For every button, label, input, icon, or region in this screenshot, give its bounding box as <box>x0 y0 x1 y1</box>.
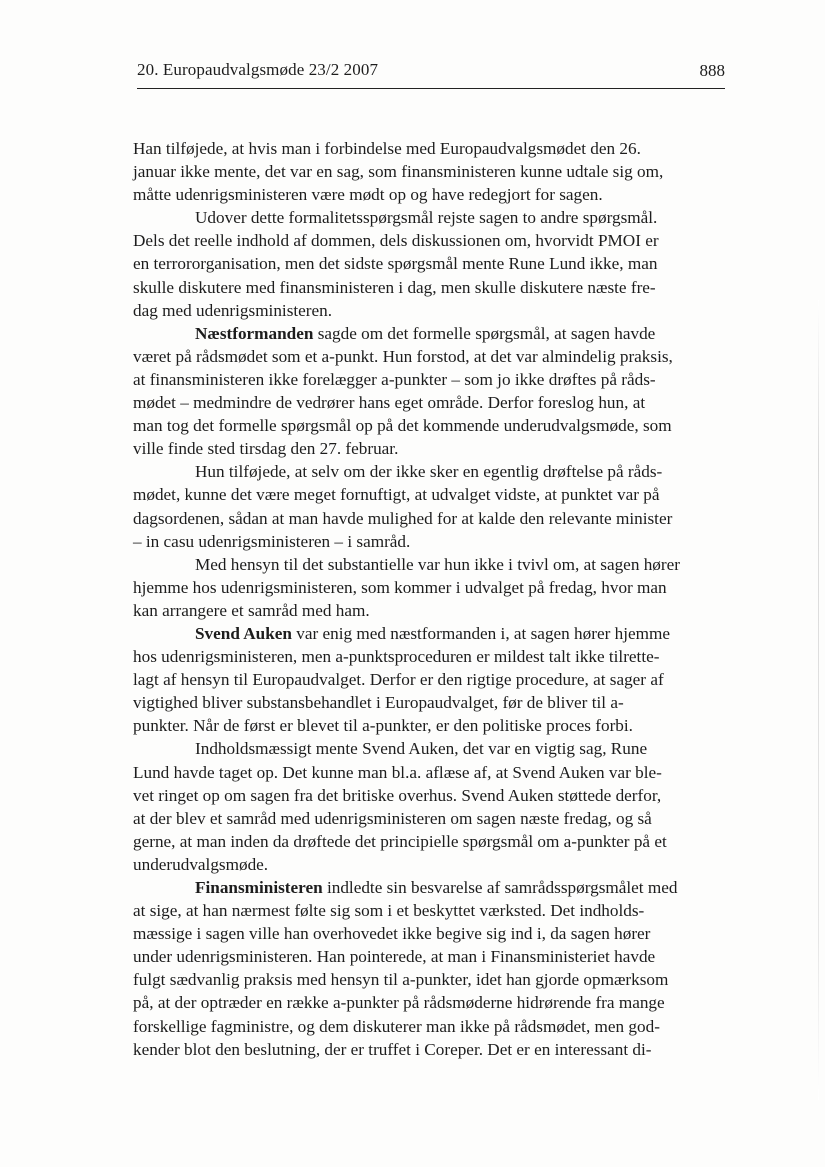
text-line: Dels det reelle indhold af dommen, dels diskussionen om, hvorvidt PMOI er <box>133 231 659 251</box>
text-line: Han tilføjede, at hvis man i forbindelse med Europaudvalgsmødet den 26. <box>133 139 641 158</box>
text-line: gerne, at man inden da drøftede det principielle spørgsmål om a-punkter på et <box>133 831 667 851</box>
header-title: 20. Europaudvalgsmøde 23/2 2007 <box>137 60 379 79</box>
text-line: januar ikke mente, det var en sag, som finansministeren kunne udtale sig om, <box>133 162 664 182</box>
text-line: underudvalgsmøde. <box>133 854 269 874</box>
text-line: at der blev et samråd med udenrigsministeren om sagen næste fredag, og så <box>133 808 652 828</box>
paragraph-start-line: Svend Auken var enig med næstformanden i, at sagen hører hjemme <box>195 623 670 643</box>
paragraph-start-line: Indholdsmæssigt mente Svend Auken, det var en vigtig sag, Rune <box>195 739 648 759</box>
text-line: – in casu udenrigsministeren – i samråd. <box>133 531 411 551</box>
text-line: fulgt sædvanlig praksis med hensyn til a-punkter, idet han gjorde opmærksom <box>133 970 669 990</box>
text-line: kan arrangere et samråd med ham. <box>133 600 370 620</box>
text-line: mødet, kunne det være meget fornuftigt, at udvalget vidste, at punktet var på <box>133 485 660 505</box>
paragraph-start-line: Hun tilføjede, at selv om der ikke sker en egentlig drøftelse på råds- <box>195 462 663 482</box>
text-line: dagsordenen, sådan at man havde mulighed for at kalde den relevante minister <box>133 508 673 528</box>
text-line: at sige, at han nærmest følte sig som i et beskyttet værksted. Det indholds- <box>133 901 645 921</box>
paragraph-start-line: Næstformanden sagde om det formelle spørgsmål, at sagen havde <box>195 323 656 343</box>
text-line: måtte udenrigsministeren være mødt op og have redegjort for sagen. <box>133 185 603 205</box>
text-line: lagt af hensyn til Europaudvalget. Derfor er den rigtige procedure, at sager af <box>133 670 664 690</box>
text-line: under udenrigsministeren. Han pointerede, at man i Finansministeriet havde <box>133 947 656 967</box>
text-line: mødet – medmindre de vedrører hans eget område. Derfor foreslog hun, at <box>133 393 646 413</box>
text-line: kender blot den beslutning, der er truffet i Coreper. Det er en interessant di- <box>133 1039 652 1059</box>
paragraph-start-line: Finansministeren indledte sin besvarelse af samrådsspørgsmålet med <box>195 878 678 897</box>
scan-edge-line <box>818 300 819 1100</box>
text-line: Lund havde taget op. Det kunne man bl.a. aflæse af, at Svend Auken var ble- <box>133 762 662 782</box>
paragraph-start-line: Med hensyn til det substantielle var hun ikke i tvivl om, at sagen hører <box>195 554 680 574</box>
page-number: 888 <box>699 61 725 80</box>
text-line: man tog det formelle spørgsmål op på det kommende underudvalgsmøde, som <box>133 416 672 436</box>
paragraph-start-line: Udover dette formalitetsspørgsmål rejste sagen to andre spørgsmål. <box>195 208 658 228</box>
text-line: været på rådsmødet som et a-punkt. Hun forstod, at det var almindelig praksis, <box>133 346 673 366</box>
text-line: forskellige fagministre, og dem diskuterer man ikke på rådsmødet, men god- <box>133 1016 660 1036</box>
speaker-name: Næstformanden <box>195 323 314 343</box>
text-line: hos udenrigsministeren, men a-punktsproceduren er mildest talt ikke tilrette- <box>133 647 660 667</box>
page-header <box>137 60 725 89</box>
text-line: skulle diskutere med finansministeren i dag, men skulle diskutere næste fre- <box>133 277 656 297</box>
text-line: punkter. Når de først er blevet til a-punkter, er den politiske proces forbi. <box>133 716 633 736</box>
text-line: at finansministeren ikke forelægger a-punkter – som jo ikke drøftes på råds- <box>133 369 656 389</box>
text-line: på, at der optræder en række a-punkter på rådsmøderne hidrørende fra mange <box>133 993 665 1013</box>
text-line: vet ringet op om sagen fra det britiske overhus. Svend Auken støttede derfor, <box>133 785 662 805</box>
text-line: dag med udenrigsministeren. <box>133 300 333 320</box>
text-line: ville finde sted tirsdag den 27. februar. <box>133 439 399 459</box>
text-line: en terrororganisation, men det sidste spørgsmål mente Rune Lund ikke, man <box>133 254 658 274</box>
text-line: mæssige i sagen ville han overhovedet ikke begive sig ind i, da sagen hører <box>133 924 651 944</box>
body-text <box>133 137 729 1061</box>
text-line: hjemme hos udenrigsministeren, som kommer i udvalget på fredag, hvor man <box>133 577 667 597</box>
text-line: vigtighed bliver substansbehandlet i Europaudvalget, før de bliver til a- <box>133 693 624 713</box>
speaker-name: Finansministeren <box>195 878 323 897</box>
speaker-name: Svend Auken <box>195 623 292 643</box>
